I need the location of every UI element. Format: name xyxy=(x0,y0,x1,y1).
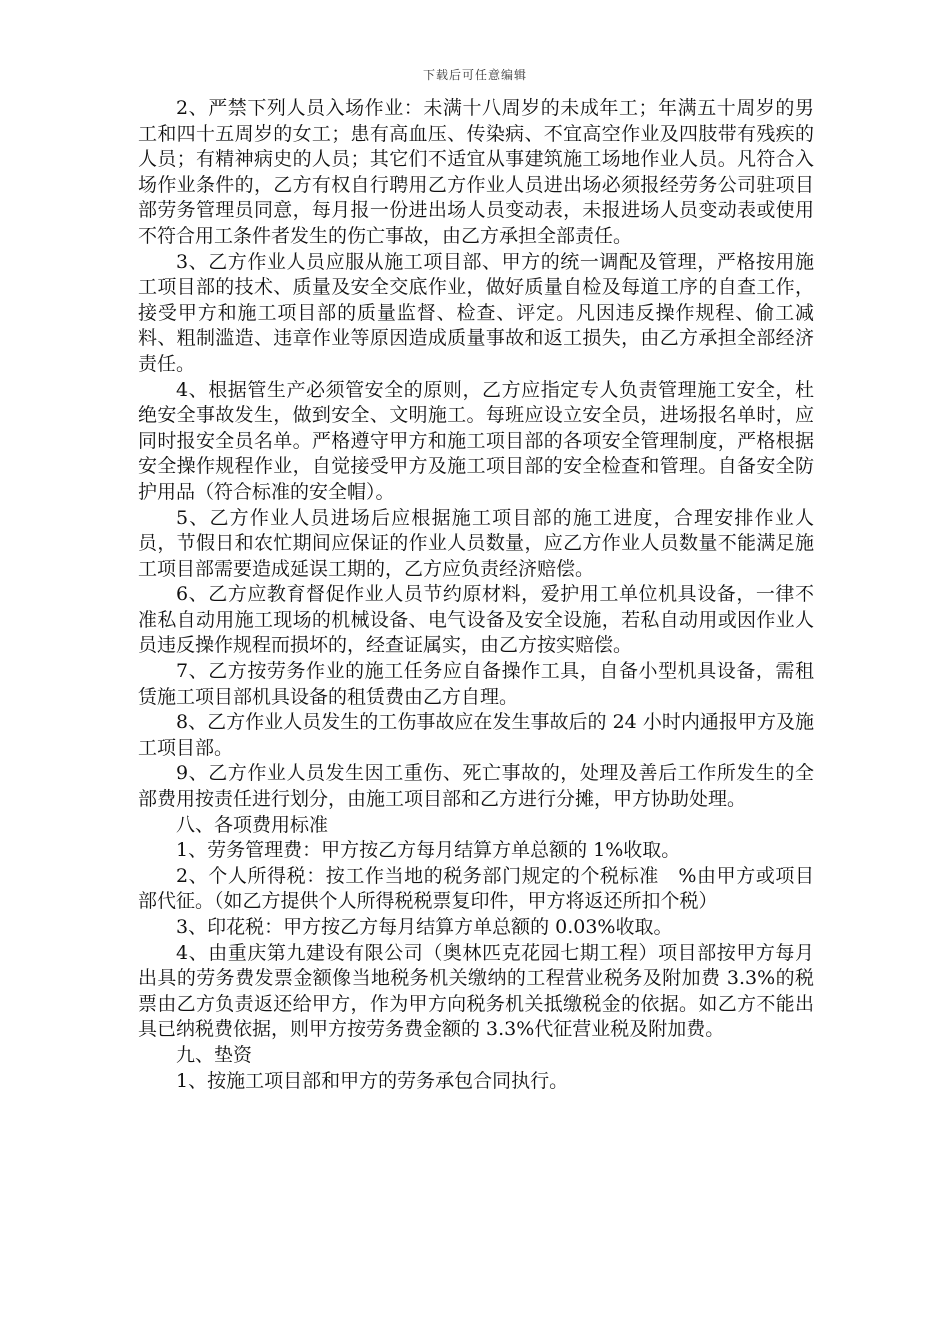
section-8-heading: 八、各项费用标准 xyxy=(176,813,329,836)
fee-item-1-paragraph: 1、劳务管理费：甲方按乙方每月结算方单总额的 1%收取。 xyxy=(176,839,681,862)
clause-8-paragraph: 8、乙方作业人员发生的工伤事故应在发生事故后的 24 小时内通报甲方及施工项目部。 xyxy=(138,711,814,759)
clause-2-paragraph: 2、严禁下列人员入场作业：未满十八周岁的未成年工；年满五十周岁的男工和四十五周岁的女工；患有高血压、传染病、不宜高空作业及四肢带有残疾的人员；有精神病史的人员；其它们不适宜从事建筑施工场地作业人员。凡符合入场作业条件的，乙方有权自行聘用乙方作业人员进出场必须报经劳务公司驻项目部劳务管理员同意，每月报一份进出场人员变动表，未报进场人员变动表或使用不符合用工条件者发生的伤亡事故，由乙方承担全部责任。 xyxy=(138,97,814,247)
fee-item-4-paragraph: 4、由重庆第九建设有限公司（奥林匹克花园七期工程）项目部按甲方每月出具的劳务费发票金额像当地税务机关缴纳的工程营业税务及附加费 3.3%的税票由乙方负责返还给甲方，作为甲方向税务机关抵缴税金的依据。如乙方不能出具已纳税费依据，则甲方按劳务费金额的 3.3%代征营业税及附加费。 xyxy=(138,941,814,1041)
fee-item-3-paragraph: 3、印花税：甲方按乙方每月结算方单总额的 0.03%收取。 xyxy=(176,916,673,938)
clause-9-paragraph: 9、乙方作业人员发生因工重伤、死亡事故的，处理及善后工作所发生的全部费用按责任进行划分，由施工项目部和乙方进行分摊，甲方协助处理。 xyxy=(138,762,814,811)
fee-item-2-paragraph: 2、个人所得税：按工作当地的税务部门规定的个税标准 %由甲方或项目部代征。（如乙方提供个人所得税税票复印件，甲方将返还所扣个税） xyxy=(138,864,814,913)
document-body xyxy=(138,96,814,1094)
advance-item-1-paragraph: 1、按施工项目部和甲方的劳务承包合同执行。 xyxy=(176,1069,569,1092)
section-9-heading: 九、垫资 xyxy=(176,1043,253,1066)
clause-4-paragraph: 4、根据管生产必须管安全的原则，乙方应指定专人负责管理施工安全，杜绝安全事故发生，做到安全、文明施工。每班应设立安全员，进场报名单时，应同时报安全员名单。严格遵守甲方和施工项目部的各项安全管理制度，严格根据安全操作规程作业，自觉接受甲方及施工项目部的安全检查和管理。自备安全防护用品（符合标准的安全帽）。 xyxy=(138,378,814,503)
clause-3-paragraph: 3、乙方作业人员应服从施工项目部、甲方的统一调配及管理，严格按用施工项目部的技术、质量及安全交底作业，做好质量自检及每道工序的自查工作，接受甲方和施工项目部的质量监督、检查、评定。凡因违反操作规程、偷工减料、粗制滥造、违章作业等原因造成质量事故和返工损失，由乙方承担全部经济责任。 xyxy=(138,250,814,375)
clause-7-paragraph: 7、乙方按劳务作业的施工任务应自备操作工具，自备小型机具设备，需租赁施工项目部机具设备的租赁费由乙方自理。 xyxy=(138,660,814,708)
page-header: 下载后可任意编辑 xyxy=(422,68,527,82)
clause-6-paragraph: 6、乙方应教育督促作业人员节约原材料，爱护用工单位机具设备，一律不准私自动用施工现场的机械设备、电气设备及安全设施，若私自动用或因作业人员违反操作规程而损坏的，经查证属实，由乙方按实赔偿。 xyxy=(138,583,814,657)
clause-5-paragraph: 5、乙方作业人员进场后应根据施工项目部的施工进度，合理安排作业人员，节假日和农忙期间应保证的作业人员数量，应乙方作业人员数量不能满足施工项目部需要造成延误工期的，乙方应负责经济赔偿。 xyxy=(138,506,814,580)
